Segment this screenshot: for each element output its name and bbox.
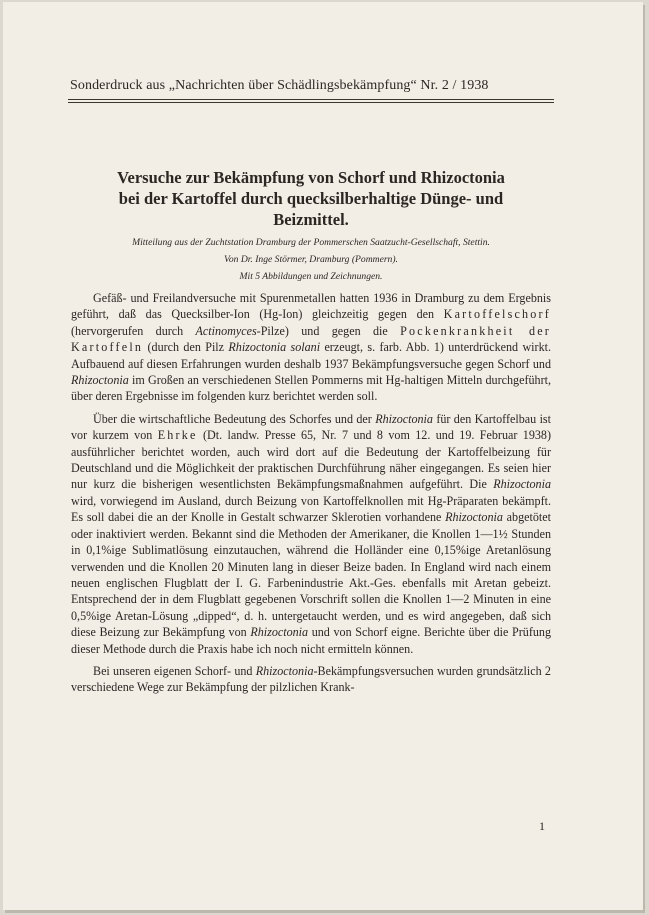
- italic-term: Rhizoctonia: [255, 663, 314, 678]
- title-line-3: Beizmittel.: [273, 210, 349, 229]
- spaced-term: Kartoffelschorf: [443, 307, 551, 322]
- article-body: [71, 290, 551, 702]
- italic-term: Rhizoctonia: [71, 373, 129, 388]
- italic-term: Actinomyces: [195, 323, 257, 338]
- title-line-2: bei der Kartoffel durch quecksilberhaltige Dünge- und: [118, 189, 504, 208]
- spaced-term: Pockenkrankheit der Kartoffeln: [71, 323, 551, 355]
- text-run: (Dt. landw. Presse 65, Nr. 7 und 8 vom 12. und 19. Februar 1938) ausführlicher berichtet worden, auch wird dort auf die Bedeutung der Kartoffelbeizung für Deutschland und die Möglichkeit der praktischen Durchführung näher eingegangen. Es seien hier nur kurz die bisherigen wesentlichsten Bekämpfungsmaßnahmen aufgeführt. Die: [71, 428, 551, 492]
- text-run: (hervorgerufen durch: [71, 323, 196, 338]
- italic-term: Rhizoctonia: [250, 625, 309, 640]
- paragraph-1: [71, 290, 551, 405]
- paragraph-2: [71, 411, 551, 657]
- text-run: abgetötet oder inaktiviert werden. Bekannt sind die Methoden der Amerikaner, die Knollen 1—1½ Stunden in 0,1%ige Sublimatlösung einzutauchen, während die Holländer eine 0,15%ige Aretanlösung verwenden und die Knollen 20 Minuten lang in dieser Beize baden. In England wird nach einem neuen englischen Flugblatt der I. G. Farbenindustrie Akt.-Ges. ebenfalls mit Aretan gebeizt. Entsprechend der in dem Flugblatt gegebenen Vorschrift sollen die Knollen 1—2 Minuten in eine 0,5%ige Aretan-Lösung „dipped“, d. h. untergetaucht werden, und es wird angegeben, daß sich diese Beizung zur Bekämpfung von: [71, 510, 551, 640]
- italic-term: Rhizoctonia: [445, 510, 503, 525]
- text-run: (durch den Pilz: [143, 340, 229, 355]
- italic-term: Rhizoctonia: [493, 477, 551, 492]
- text-run: und von Schorf eigne. Berichte über die Prüfung dieser Methode durch die Praxis habe ich noch nicht ermitteln können.: [71, 625, 551, 656]
- page-number: 1: [539, 819, 545, 833]
- spaced-author: Ehrke: [157, 428, 198, 443]
- text-run: im Großen an verschiedenen Stellen Pommerns mit Hg-haltigen Mitteln durchgeführt, über deren Ergebnisse im folgenden kurz berichtet werden soll.: [71, 373, 551, 404]
- offprint-header: Sonderdruck aus „Nachrichten über Schädlingsbekämpfung“ Nr. 2 / 1938: [70, 78, 489, 93]
- italic-term: Rhizoctonia solani: [228, 340, 321, 355]
- text-run: Bei unseren eigenen Schorf- und: [93, 663, 256, 678]
- text-run: -Pilze) und gegen die: [256, 323, 401, 338]
- text-run: -Bekämpfungsversuchen wurden grundsätzlich 2 verschiedene Wege zur Bekämpfung der pilzlichen Krank-: [71, 663, 551, 695]
- text-run: erzeugt, s. farb. Abb. 1) unterdrückend wirkt. Aufbauend auf diesen Erfahrungen wurden deshalb 1937 Bekämpfungsversuche gegen Schorf und: [71, 340, 552, 371]
- header-rule-bottom: [68, 102, 554, 103]
- title-line-1: Versuche zur Bekämpfung von Schorf und Rhizoctonia: [117, 168, 505, 187]
- affiliation-line: Mitteilung aus der Zuchtstation Dramburg der Pommerschen Saatzucht-Gesellschaft, Stettin.: [132, 237, 490, 248]
- document-page: [3, 2, 643, 910]
- article-title: [71, 167, 551, 230]
- text-run: Gefäß- und Freilandversuche mit Spurenmetallen hatten 1936 in Dramburg zu dem Ergebnis geführt, daß das Quecksilber-Ion (Hg-Ion) gleichzeitig gegen den: [71, 291, 551, 322]
- text-run: für den Kartoffelbau ist vor kurzem von: [71, 411, 551, 443]
- text-run: Über die wirtschaftliche Bedeutung des Schorfes und der: [93, 411, 376, 426]
- author-line: Von Dr. Inge Störmer, Dramburg (Pommern).: [224, 254, 398, 265]
- paragraph-3: [71, 663, 551, 696]
- figures-note: Mit 5 Abbildungen und Zeichnungen.: [239, 271, 383, 282]
- italic-term: Rhizoctonia: [375, 411, 433, 426]
- text-run: wird, vorwiegend im Ausland, durch Beizung von Kartoffelknollen mit Hg-Präparaten bekämpft. Es soll dabei die an der Knolle in Gestalt schwarzer Sklerotien vorhandene: [71, 493, 551, 525]
- header-rule-top: [68, 99, 554, 100]
